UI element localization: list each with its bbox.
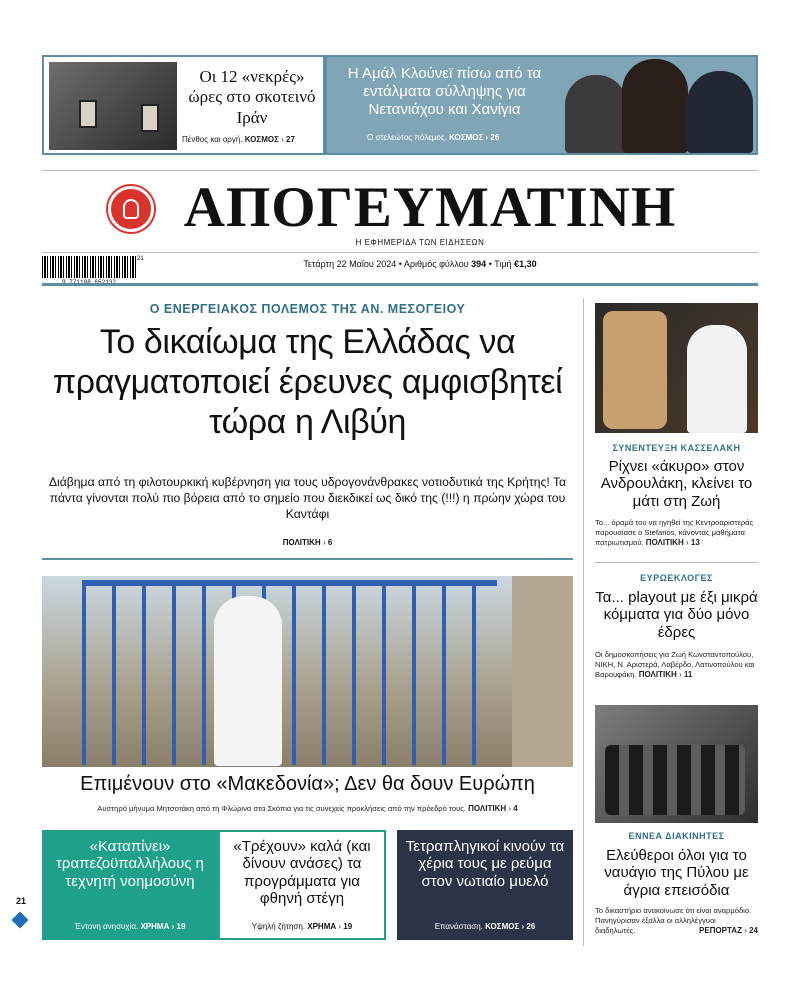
page-marker-number: 21 <box>15 896 26 906</box>
iran-mourning-photo <box>49 62 177 150</box>
photo-story-caption: Αυστηρό μήνυμα Μητσοτάκη από τη Φλώρινα στα Σκόπια για τις συνεχείς προκλήσεις από την πρόεδρό τους. ΠΟΛΙΤΙΚΗ › 4 <box>97 804 518 813</box>
masthead-subtitle: Η ΕΦΗΜΕΡΙΔΑ ΤΩΝ ΕΙΔΗΣΕΩΝ <box>355 238 485 247</box>
masthead-rule-top <box>42 170 758 171</box>
bottom-2-caption: Υψηλή ζήτηση. ΧΡΗΜΑ › 19 <box>251 922 353 931</box>
bottom-3-headline: Τετραπληγικοί κινούν τα χέρια τους με ρεύμα στον νωτιαίο μυελό <box>405 838 565 890</box>
sidebar-2-text: Οι δημοσκοπήσεις για Ζωή Κωνσταντοπούλου, ΝΙΚΗ, Ν. Αριστερά, Λαβέρδο, Λατινοπούλου και Βαρουφάκη. ΠΟΛΙΤΙΚΗ › 11 <box>595 650 755 679</box>
bottom-box-1[interactable] <box>42 830 218 940</box>
top-teaser-left[interactable] <box>42 55 325 155</box>
stone-wall <box>512 576 573 767</box>
sidebar-3-kicker: ΕΝΝΕΑ ΔΙΑΚΙΝΗΤΕΣ <box>628 831 725 841</box>
portrait-frame <box>79 100 97 128</box>
top-right-headline: Η Αμάλ Κλούνεϊ πίσω από τα εντάλματα σύλληψης για Νετανιάχου και Χανίγια <box>347 65 542 118</box>
top-right-caption: Ο στελεώτος πόλεμος. ΚΟΣΜΟΣ › 26 <box>367 133 500 142</box>
bottom-1-caption: Έντονη ανησυχία. ΧΡΗΜΑ › 19 <box>74 922 186 931</box>
sidebar-2-headline[interactable]: Τα... playout με έξι μικρά κόμματα για δύο μόνο έδρες <box>595 589 758 641</box>
portrait-frame <box>141 104 159 132</box>
lead-ref[interactable]: ΠΟΛΙΤΙΚΗ › 6 <box>282 538 333 547</box>
person-photo-3 <box>687 71 753 153</box>
masthead-rule-bottom <box>42 283 758 286</box>
sidebar-2-kicker: ΕΥΡΩΕΚΛΟΓΕΣ <box>640 573 713 583</box>
sidebar-1-kicker: ΣΥΝΕΝΤΕΥΞΗ ΚΑΣΣΕΛΑΚΗ <box>612 443 741 453</box>
riot-police-figures <box>605 745 745 815</box>
lead-headline[interactable]: Το δικαίωμα της Ελλάδας να πραγματοποιεί έρευνες αμφισβητεί τώρα η Λιβύη <box>52 323 563 442</box>
mitsotakis-school-photo <box>42 576 573 767</box>
barcode <box>42 256 136 278</box>
top-left-headline: Οι 12 «νεκρές» ώρες στο σκοτεινό Ιράν <box>188 67 316 127</box>
lead-rule <box>42 558 573 560</box>
person-photo-1 <box>565 75 627 153</box>
bottom-box-3[interactable] <box>397 830 573 940</box>
man-figure <box>687 325 747 433</box>
barcode-issue: 21 <box>137 256 144 262</box>
sidebar-3-headline[interactable]: Ελεύθεροι όλοι για το ναυάγιο της Πύλου με άγρια επεισόδια <box>604 847 749 899</box>
masthead-title: ΑΠΟΓΕΥΜΑΤΙΝΗ <box>183 176 677 239</box>
pylos-clashes-photo <box>595 705 758 823</box>
person-photo-2 <box>622 59 688 153</box>
sidebar-1-headline[interactable]: Ρίχνει «άκυρο» στον Ανδρουλάκη, κλείνει το μάτι στη Ζωή <box>600 458 753 510</box>
masthead-rule-mid <box>42 252 758 253</box>
sidebar-3-text: Το δικαστήριο ανακοίνωσε ότι είναι αναρμόδιο. Πανηγύρισαν έξαλλα οι αλληλέγγυοι διαδηλωτές. ΡΕΠΟΡΤΑΖ › 24 <box>595 906 758 935</box>
top-left-caption: Πένθος και οργή. ΚΟΣΜΟΣ › 27 <box>182 135 295 144</box>
blue-gate <box>82 580 497 765</box>
man-in-white-shirt <box>214 596 282 766</box>
sidebar-1-text: Το... όραμά του να ηγηθεί της Κεντροαριστεράς παρουσίασε ο Stefanos, κάνοντας μαθήματα πατριωτισμού. ΠΟΛΙΤΙΚΗ › 13 <box>595 518 754 547</box>
bottom-box-2[interactable] <box>218 830 386 940</box>
bottom-1-headline: «Καταπίνει» τραπεζοϋπαλλήλους η τεχνητή νοημοσύνη <box>55 838 205 890</box>
lead-deck: Διάβημα από τη φιλοτουρκική κυβέρνηση για τους υδρογονάνθρακες νοτιοδυτικά της Κρήτης! Τα πάντα γίνονται πολύ πιο βόρεια από το σημείο που διεκδικεί ως δικό της (!!!) η πρώην χώρα του Καντάφι <box>48 475 567 522</box>
lead-kicker: Ο ΕΝΕΡΓΕΙΑΚΟΣ ΠΟΛΕΜΟΣ ΤΗΣ ΑΝ. ΜΕΣΟΓΕΙΟΥ <box>149 302 466 316</box>
cartoon-figure <box>603 311 667 429</box>
sidebar-rule-1 <box>595 562 758 563</box>
bottom-2-headline: «Τρέχουν» καλά (και δίνουν ανάσες) τα προγράμματα για φθηνή στέγη <box>233 838 371 907</box>
bottom-3-caption: Επανάσταση. ΚΟΣΜΟΣ › 26 <box>434 922 536 931</box>
kasselakis-photo <box>595 303 758 433</box>
photo-story-headline[interactable]: Επιμένουν στο «Μακεδονία»; Δεν θα δουν Ευρώπη <box>80 773 535 795</box>
diamond-icon <box>12 912 29 929</box>
dateline: Τετάρτη 22 Μαΐου 2024 • Αριθμός φύλλου 394 • Τιμή €1,30 <box>303 259 537 269</box>
top-teaser-right[interactable] <box>325 55 758 155</box>
column-divider <box>583 298 584 946</box>
owl-emblem-icon <box>123 199 139 219</box>
newspaper-logo <box>108 186 154 232</box>
